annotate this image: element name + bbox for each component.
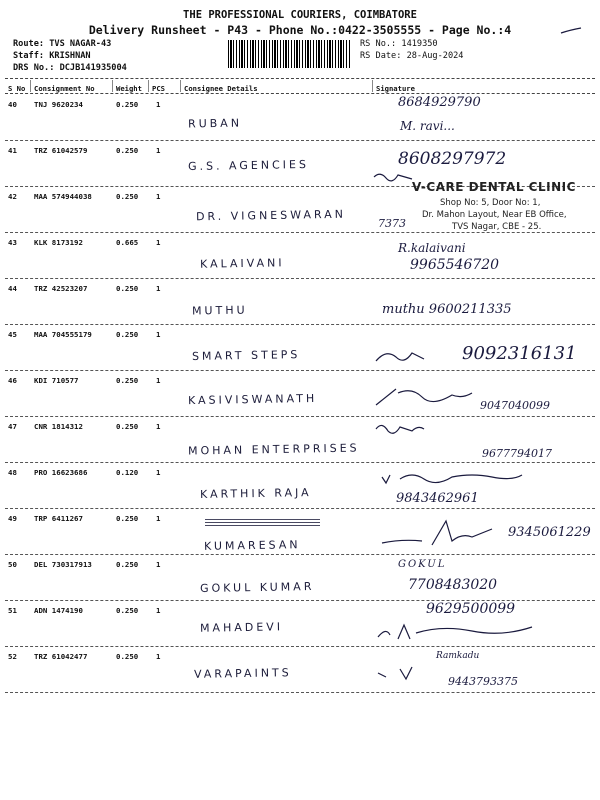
col-weight: Weight xyxy=(116,84,142,93)
barcode xyxy=(228,40,350,68)
row-consignment: ADN 1474190 xyxy=(34,606,83,615)
row-weight: 0.120 xyxy=(116,468,139,477)
row-consignment: CNR 1814312 xyxy=(34,422,83,431)
row-sno: 44 xyxy=(8,284,17,293)
row-weight: 0.250 xyxy=(116,606,139,615)
row-pcs: 1 xyxy=(156,606,161,615)
row-pcs: 1 xyxy=(156,560,161,569)
table-row xyxy=(0,509,600,555)
row-pcs: 1 xyxy=(156,514,161,523)
route-label: Route: TVS NAGAR-43 xyxy=(13,39,112,49)
table-row xyxy=(0,555,600,601)
row-pcs: 1 xyxy=(156,330,161,339)
row-consignment: KDI 710577 xyxy=(34,376,79,385)
signature-text: R.kalaivani xyxy=(398,241,466,255)
stamp-line: Shop No: 5, Door No: 1, xyxy=(440,198,541,208)
signature-phone: 7373 xyxy=(378,217,406,230)
row-weight: 0.250 xyxy=(116,146,139,155)
row-sno: 45 xyxy=(8,330,17,339)
row-consignment: TRZ 61042579 xyxy=(34,146,88,155)
consignee-name: SMART STEPS xyxy=(191,348,301,363)
consignee-name: KASIVISWANATH xyxy=(187,391,318,408)
pen-mark-icon xyxy=(560,26,582,36)
company-name: THE PROFESSIONAL COURIERS, COIMBATORE xyxy=(183,9,417,21)
col-pcs: PCS xyxy=(152,84,165,93)
table-row xyxy=(0,95,600,141)
row-sno: 41 xyxy=(8,146,17,155)
signature-phone: 7708483020 xyxy=(408,577,498,593)
signature-phone: 9843462961 xyxy=(396,491,479,506)
row-weight: 0.250 xyxy=(116,376,139,385)
stamp-line: Dr. Mahon Layout, Near EB Office, xyxy=(422,210,567,220)
row-sno: 47 xyxy=(8,422,17,431)
col-divider xyxy=(30,80,31,92)
table-row xyxy=(0,601,600,647)
row-weight: 0.665 xyxy=(116,238,139,247)
table-row xyxy=(0,371,600,417)
row-sno: 43 xyxy=(8,238,17,247)
col-sno: S No xyxy=(8,84,26,93)
col-signature: Signature xyxy=(376,84,415,93)
consignee-name: MAHADEVI xyxy=(199,620,284,635)
table-row xyxy=(0,417,600,463)
row-consignment: MAA 574944038 xyxy=(34,192,92,201)
row-consignment: KLK 8173192 xyxy=(34,238,83,247)
signature-phone: 9047040099 xyxy=(480,399,550,412)
row-weight: 0.250 xyxy=(116,330,139,339)
signature-scribble xyxy=(372,419,597,441)
row-pcs: 1 xyxy=(156,100,161,109)
row-pcs: 1 xyxy=(156,146,161,155)
clinic-stamp xyxy=(378,180,598,240)
row-sno: 40 xyxy=(8,100,17,109)
row-consignment: TRZ 42523207 xyxy=(34,284,88,293)
stamp-name: V-CARE DENTAL CLINIC xyxy=(412,180,576,194)
row-sno: 42 xyxy=(8,192,17,201)
signature-text: M. ravi... xyxy=(400,119,455,133)
signature-scribble xyxy=(372,467,597,485)
col-divider xyxy=(372,80,373,92)
runsheet-title: Delivery Runsheet - P43 - Phone No.:0422-3505555 - Page No.:4 xyxy=(88,23,512,37)
row-weight: 0.250 xyxy=(116,100,139,109)
consignee-name: MUTHU xyxy=(191,303,248,318)
signature-phone: 9677794017 xyxy=(482,447,552,460)
signature-text: GOKUL xyxy=(398,559,447,570)
table-row xyxy=(0,279,600,325)
stamp-line: TVS Nagar, CBE - 25. xyxy=(452,222,542,232)
col-consignment: Consignment No xyxy=(34,84,95,93)
consignee-name: G.S. AGENCIES xyxy=(187,157,309,174)
consignee-name: KUMARESAN xyxy=(203,538,301,553)
col-divider xyxy=(148,80,149,92)
row-pcs: 1 xyxy=(156,284,161,293)
consignee-name: DR. VIGNESWARAN xyxy=(195,207,347,224)
row-sno: 50 xyxy=(8,560,17,569)
consignee-name: KARTHIK RAJA xyxy=(199,486,312,501)
staff-label: Staff: KRISHNAN xyxy=(13,51,91,61)
row-consignment: TRP 6411267 xyxy=(34,514,83,523)
rs-date: RS Date: 28-Aug-2024 xyxy=(360,51,464,61)
col-divider xyxy=(112,80,113,92)
rs-number: RS No.: 1419350 xyxy=(360,39,438,49)
row-pcs: 1 xyxy=(156,652,161,661)
consignee-name: RUBAN xyxy=(187,116,243,131)
row-consignment: DEL 730317913 xyxy=(34,560,92,569)
row-consignment: MAA 704555179 xyxy=(34,330,92,339)
row-sno: 49 xyxy=(8,514,17,523)
signature-phone: 9092316131 xyxy=(462,343,577,364)
row-sno: 48 xyxy=(8,468,17,477)
row-pcs: 1 xyxy=(156,192,161,201)
row-sno: 52 xyxy=(8,652,17,661)
header-top-rule xyxy=(5,78,595,79)
signature-phone: 9629500099 xyxy=(426,601,516,617)
table-row xyxy=(0,233,600,279)
row-weight: 0.250 xyxy=(116,192,139,201)
row-pcs: 1 xyxy=(156,468,161,477)
row-pcs: 1 xyxy=(156,238,161,247)
row-divider xyxy=(5,692,595,693)
signature-phone: 9345061229 xyxy=(508,525,591,540)
row-weight: 0.250 xyxy=(116,560,139,569)
signature-phone: 8608297972 xyxy=(398,149,507,169)
row-consignment: PRO 16623686 xyxy=(34,468,88,477)
row-weight: 0.250 xyxy=(116,652,139,661)
col-consignee: Consignee Details xyxy=(184,84,258,93)
col-divider xyxy=(180,80,181,92)
signature-text: Ramkadu xyxy=(436,651,480,661)
table-row xyxy=(0,463,600,509)
signature-scribble xyxy=(372,619,597,643)
row-weight: 0.250 xyxy=(116,514,139,523)
consignee-name: MOHAN ENTERPRISES xyxy=(187,441,360,458)
table-row xyxy=(0,325,600,371)
row-consignment: TRZ 61042477 xyxy=(34,652,88,661)
consignee-name: KALAIVANI xyxy=(199,256,285,271)
row-pcs: 1 xyxy=(156,376,161,385)
row-sno: 51 xyxy=(8,606,17,615)
row-pcs: 1 xyxy=(156,422,161,431)
consignee-name: VARAPAINTS xyxy=(193,666,292,681)
row-sno: 46 xyxy=(8,376,17,385)
header-bottom-rule xyxy=(5,93,595,94)
table-row xyxy=(0,647,600,693)
drs-number: DRS No.: DCJB141935004 xyxy=(13,63,127,73)
consignee-name: GOKUL KUMAR xyxy=(199,580,315,595)
signature-phone: 9443793375 xyxy=(448,675,518,688)
row-consignment: TNJ 9620234 xyxy=(34,100,83,109)
strikethrough-scribble xyxy=(205,518,320,528)
signature-phone: muthu 9600211335 xyxy=(382,302,512,317)
signature-phone: 9965546720 xyxy=(410,257,500,273)
signature-phone: 8684929790 xyxy=(398,95,481,110)
row-weight: 0.250 xyxy=(116,422,139,431)
row-weight: 0.250 xyxy=(116,284,139,293)
